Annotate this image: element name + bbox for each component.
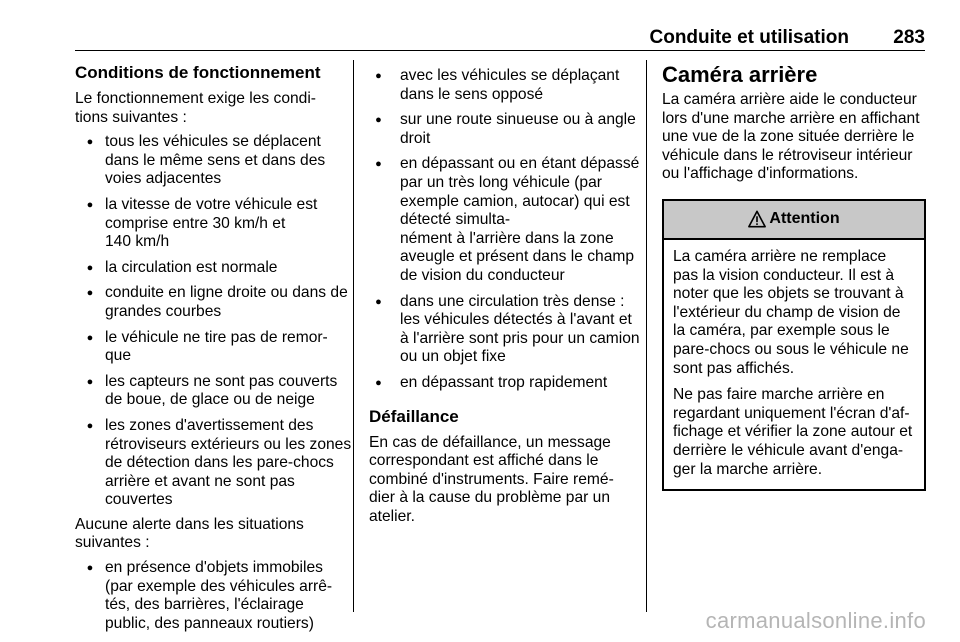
- bullet-icon: ●: [375, 376, 382, 389]
- list-item: ● en présence d'objets immobiles (par exemple des véhicules arrê- tés, des barrières, l'éclairage public, des panneaux routiers): [75, 559, 353, 633]
- no-alert-intro: Aucune alerte dans les situations suivantes :: [75, 515, 304, 552]
- attention-paragraph-2: Ne pas faire marche arrière en regardant uniquement l'écran d'af- fichage et vérifier la zone autour et derrière le véhicule avant d'enga- ger la marche arrière.: [673, 386, 913, 478]
- bullet-icon: ●: [375, 295, 382, 308]
- list-item: ● la circulation est normale: [75, 259, 353, 278]
- list-item: ● tous les véhicules se déplacent dans le même sens et dans des voies adjacentes: [75, 133, 353, 189]
- list-item: ● la vitesse de votre véhicule est comprise entre 30 km/h et 140 km/h: [75, 196, 353, 252]
- attention-paragraph-1: La caméra arrière ne remplace pas la vision conducteur. Il est à noter que les objets se trouvant à l'extérieur du champ de vision de la caméra, par exemple sous le pare-chocs ou sous le véhicule ne sont pas affichés.: [673, 247, 909, 377]
- conditions-intro: Le fonctionnement exige les condi- tions suivantes :: [75, 90, 316, 126]
- section-heading-rear-camera: Caméra arrière: [662, 62, 818, 87]
- column-middle: [369, 60, 641, 526]
- list-item: ● les capteurs ne sont pas couverts de boue, de glace ou de neige: [75, 373, 353, 410]
- section-heading-failure: Défaillance: [369, 406, 459, 426]
- attention-header: [664, 201, 924, 240]
- rear-camera-intro: La caméra arrière aide le conducteur lors d'une marche arrière en affichant une vue de la zone située derrière le véhicule dans le rétroviseur intérieur ou l'affichage d'informations.: [662, 91, 920, 183]
- bullet-icon: ●: [375, 70, 382, 82]
- list-item: ● conduite en ligne droite ou dans de grandes courbes: [75, 284, 353, 321]
- list-item: ● dans une circulation très dense : les véhicules détectés à l'avant et à l'arrière sont pris pour un camion ou un objet fixe: [369, 293, 641, 367]
- attention-label: Attention: [769, 210, 840, 228]
- section-heading-conditions: Conditions de fonctionnement: [75, 63, 321, 82]
- column-left: [75, 60, 353, 640]
- header-title: Conduite et utilisation: [649, 27, 849, 48]
- no-alert-list-continued: [369, 67, 641, 393]
- list-item: ● avec les véhicules se déplaçant dans le sens opposé: [369, 67, 641, 104]
- list-item: ● en dépassant trop rapidement: [369, 374, 641, 393]
- page-header: [75, 24, 925, 51]
- column-divider: [353, 60, 354, 612]
- watermark: carmanualsonline.info: [705, 608, 926, 633]
- bullet-icon: ●: [86, 331, 94, 344]
- page-number: 283: [893, 27, 925, 48]
- column-divider: [646, 60, 647, 612]
- list-item: ● le véhicule ne tire pas de remor- que: [75, 329, 353, 366]
- bullet-icon: ●: [86, 562, 94, 575]
- attention-box: [662, 199, 926, 491]
- bullet-icon: ●: [86, 261, 94, 274]
- column-right: [662, 60, 926, 491]
- attention-body: [664, 240, 924, 489]
- bullet-icon: ●: [375, 114, 382, 127]
- bullet-icon: ●: [375, 158, 382, 171]
- conditions-list: [75, 133, 353, 510]
- bullet-icon: ●: [86, 419, 94, 432]
- list-item: ● en dépassant ou en étant dépassé par un très long véhicule (par exemple camion, autocar) qui est détecté simulta- nément à l'arrière dans la zone aveugle et présent dans le champ de vision du conducteur: [369, 155, 641, 285]
- bullet-icon: ●: [86, 136, 94, 149]
- bullet-icon: ●: [86, 375, 94, 388]
- warning-triangle-icon: [748, 210, 766, 228]
- no-alert-list: [75, 559, 353, 633]
- list-item: ● sur une route sinueuse ou à angle droit: [369, 111, 641, 148]
- failure-text: En cas de défaillance, un message correspondant est affiché dans le combiné d'instruments. Faire remé- dier à la cause du problème par un atelier.: [369, 433, 614, 525]
- bullet-icon: ●: [86, 198, 94, 211]
- bullet-icon: ●: [86, 287, 94, 300]
- list-item: ● les zones d'avertissement des rétroviseurs extérieurs ou les zones de détection dans les pare-chocs arrière et avant ne sont pas couvertes: [75, 417, 353, 510]
